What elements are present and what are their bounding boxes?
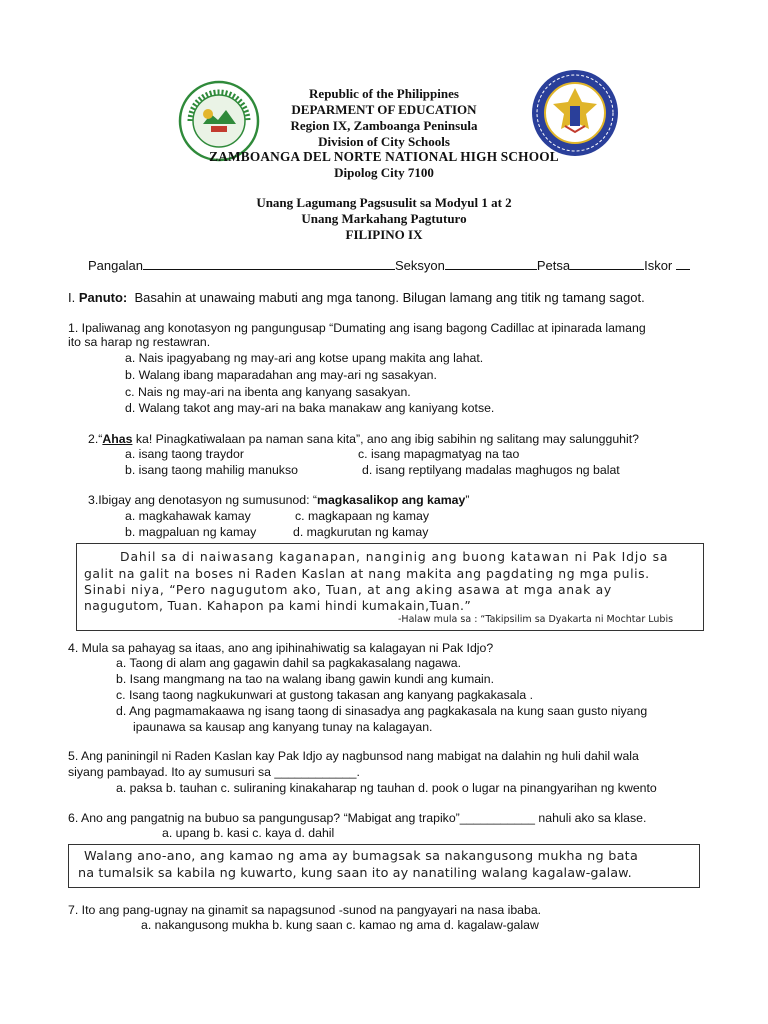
question-3-option-d[interactable]: d. magkurutan ng kamay	[293, 525, 429, 539]
header-department: DEPARMENT OF EDUCATION	[291, 102, 477, 117]
question-3-stem	[88, 492, 469, 508]
question-3-bold-phrase: magkasalikop ang kamay	[317, 493, 466, 507]
question-4-option-b[interactable]: b. Isang mangmang na tao na walang ibang gawin kundi ang kumain.	[116, 672, 495, 686]
header-city: Dipolog City 7100	[334, 165, 434, 180]
passage-2-line1: Walang ano-ano, ang kamao ng ama ay bumagsak sa nakangusong mukha ng bata	[84, 849, 639, 864]
instruction-text: Basahin at unawaing mabuti ang mga tanong. Bilugan lamang ang titik ng tamang sagot.	[134, 290, 645, 305]
question-3-prefix: 3.Ibigay ang denotasyon ng sumusunod: “	[88, 493, 318, 507]
score-label: Iskor	[644, 258, 673, 273]
instruction-number: I.	[68, 290, 76, 305]
question-3-option-c[interactable]: c. magkapaan ng kamay	[295, 509, 429, 523]
question-1-option-b[interactable]: b. Walang ibang maparadahan ang may-ari ng sasakyan.	[125, 368, 437, 382]
question-2-option-b[interactable]: b. isang taong mahilig manukso	[125, 463, 298, 477]
question-4-option-c[interactable]: c. Isang taong nagkukunwari at gustong takasan ang kanyang pagkakasala .	[116, 688, 534, 702]
question-2-option-d[interactable]: d. isang reptilyang madalas maghugos ng balat	[362, 463, 620, 477]
question-1-option-d[interactable]: d. Walang takot ang may-ari na baka manakaw ang kaniyang kotse.	[125, 401, 495, 415]
exam-title: Unang Lagumang Pagsusulit sa Modyul 1 at 2	[256, 195, 512, 210]
student-info-row	[88, 257, 690, 274]
header-division: Division of City Schools	[318, 134, 450, 149]
passage-1-line4: nagugutom, Tuan. Kahapon pa kami hindi kumakain,Tuan.”	[84, 598, 472, 613]
question-1-stem-line2: ito sa harap ng restawran.	[68, 335, 211, 349]
question-2-prefix: 2.“	[88, 432, 103, 446]
question-4-option-d-continued: ipaunawa sa kausap ang kanyang tunay na kalagayan.	[133, 720, 433, 734]
question-6-options[interactable]: a. upang b. kasi c. kaya d. dahil	[162, 826, 335, 840]
question-5-stem-line2: siyang pambayad. Ito ay sumusuri sa ____________.	[68, 765, 360, 779]
passage-1-line2: galit na galit na boses ni Raden Kaslan at nang makita ang pagdating ng mga pulis.	[84, 566, 650, 581]
question-1-option-a[interactable]: a. Nais ipagyabang ng may-ari ang kotse upang makita ang lahat.	[125, 351, 484, 365]
question-6-stem: 6. Ano ang pangatnig na bubuo sa pangungusap? “Mabigat ang trapiko”___________ nahuli ako sa klase.	[68, 811, 647, 825]
section-label: Seksyon	[394, 258, 445, 273]
question-1-option-c[interactable]: c. Nais ng may-ari na ibenta ang kanyang sasakyan.	[125, 385, 411, 399]
name-field[interactable]	[143, 257, 395, 270]
question-3-option-a[interactable]: a. magkahawak kamay	[125, 509, 251, 523]
question-2-option-a[interactable]: a. isang taong traydor	[125, 447, 244, 461]
header-region: Region IX, Zamboanga Peninsula	[290, 118, 478, 133]
passage-1-line3: Sinabi niya, “Pero nagugutom ako, Tuan, at ang aking asawa at mga anak ay	[84, 582, 612, 597]
header-school-name: ZAMBOANGA DEL NORTE NATIONAL HIGH SCHOOL	[209, 149, 559, 164]
passage-2-line2: na tumalsik sa kabila ng kuwarto, kung saan ito ay nanatiling walang kagalaw-galaw.	[78, 866, 632, 881]
question-5-stem-line1: 5. Ang paniningil ni Raden Kaslan kay Pak Idjo ay nagbunsod nang mabigat na dalahin ng huli dahil wala	[68, 749, 639, 763]
passage-1-line1: Dahil sa di naiwasang kaganapan, nanginig ang buong katawan ni Pak Idjo sa	[120, 549, 669, 564]
section-field[interactable]	[445, 257, 537, 270]
date-label: Petsa	[536, 258, 571, 273]
header-republic: Republic of the Philippines	[309, 86, 459, 101]
passage-1-source: -Halaw mula sa : “Takipsilim sa Dyakarta ni Mochtar Lubis	[398, 614, 674, 625]
question-5-options[interactable]: a. paksa b. tauhan c. suliraning kinakaharap ng tauhan d. pook o lugar na pinangyarihan ng kwento	[116, 781, 657, 795]
question-3-suffix: ”	[465, 493, 470, 507]
question-4-option-a[interactable]: a. Taong di alam ang gagawin dahil sa pagkakasalang nagawa.	[116, 656, 462, 670]
question-7-options[interactable]: a. nakangusong mukha b. kung saan c. kamao ng ama d. kagalaw-galaw	[141, 918, 539, 932]
question-3-option-b[interactable]: b. magpaluan ng kamay	[125, 525, 257, 539]
question-2-underlined-word: Ahas	[102, 432, 133, 446]
instruction	[68, 290, 645, 306]
instruction-label: Panuto:	[78, 290, 128, 305]
question-7-stem: 7. Ito ang pang-ugnay na ginamit sa napagsunod -sunod na pangyayari na nasa ibaba.	[68, 903, 542, 917]
score-field[interactable]	[676, 257, 690, 270]
question-2-option-c[interactable]: c. isang mapagmatyag na tao	[358, 447, 520, 461]
question-1-stem-line1: 1. Ipaliwanag ang konotasyon ng pangungusap “Dumating ang isang bagong Cadillac at ipinarada lamang	[68, 321, 646, 335]
question-2-rest: ka! Pinagkatiwalaan pa naman sana kita”, ano ang ibig sabihin ng salitang may salungguhit?	[132, 432, 639, 446]
question-2-stem	[88, 431, 639, 447]
date-field[interactable]	[570, 257, 644, 270]
question-4-option-d[interactable]: d. Ang pagmamakaawa ng isang taong di sinasadya ang pagkakasala na kung saan gusto niyang	[116, 704, 648, 718]
question-4-stem: 4. Mula sa pahayag sa itaas, ano ang ipihinahiwatig sa kalagayan ni Pak Idjo?	[68, 641, 494, 655]
exam-subtitle: Unang Markahang Pagtuturo	[301, 211, 467, 226]
name-label: Pangalan	[88, 258, 143, 273]
exam-subject: FILIPINO IX	[345, 227, 423, 242]
